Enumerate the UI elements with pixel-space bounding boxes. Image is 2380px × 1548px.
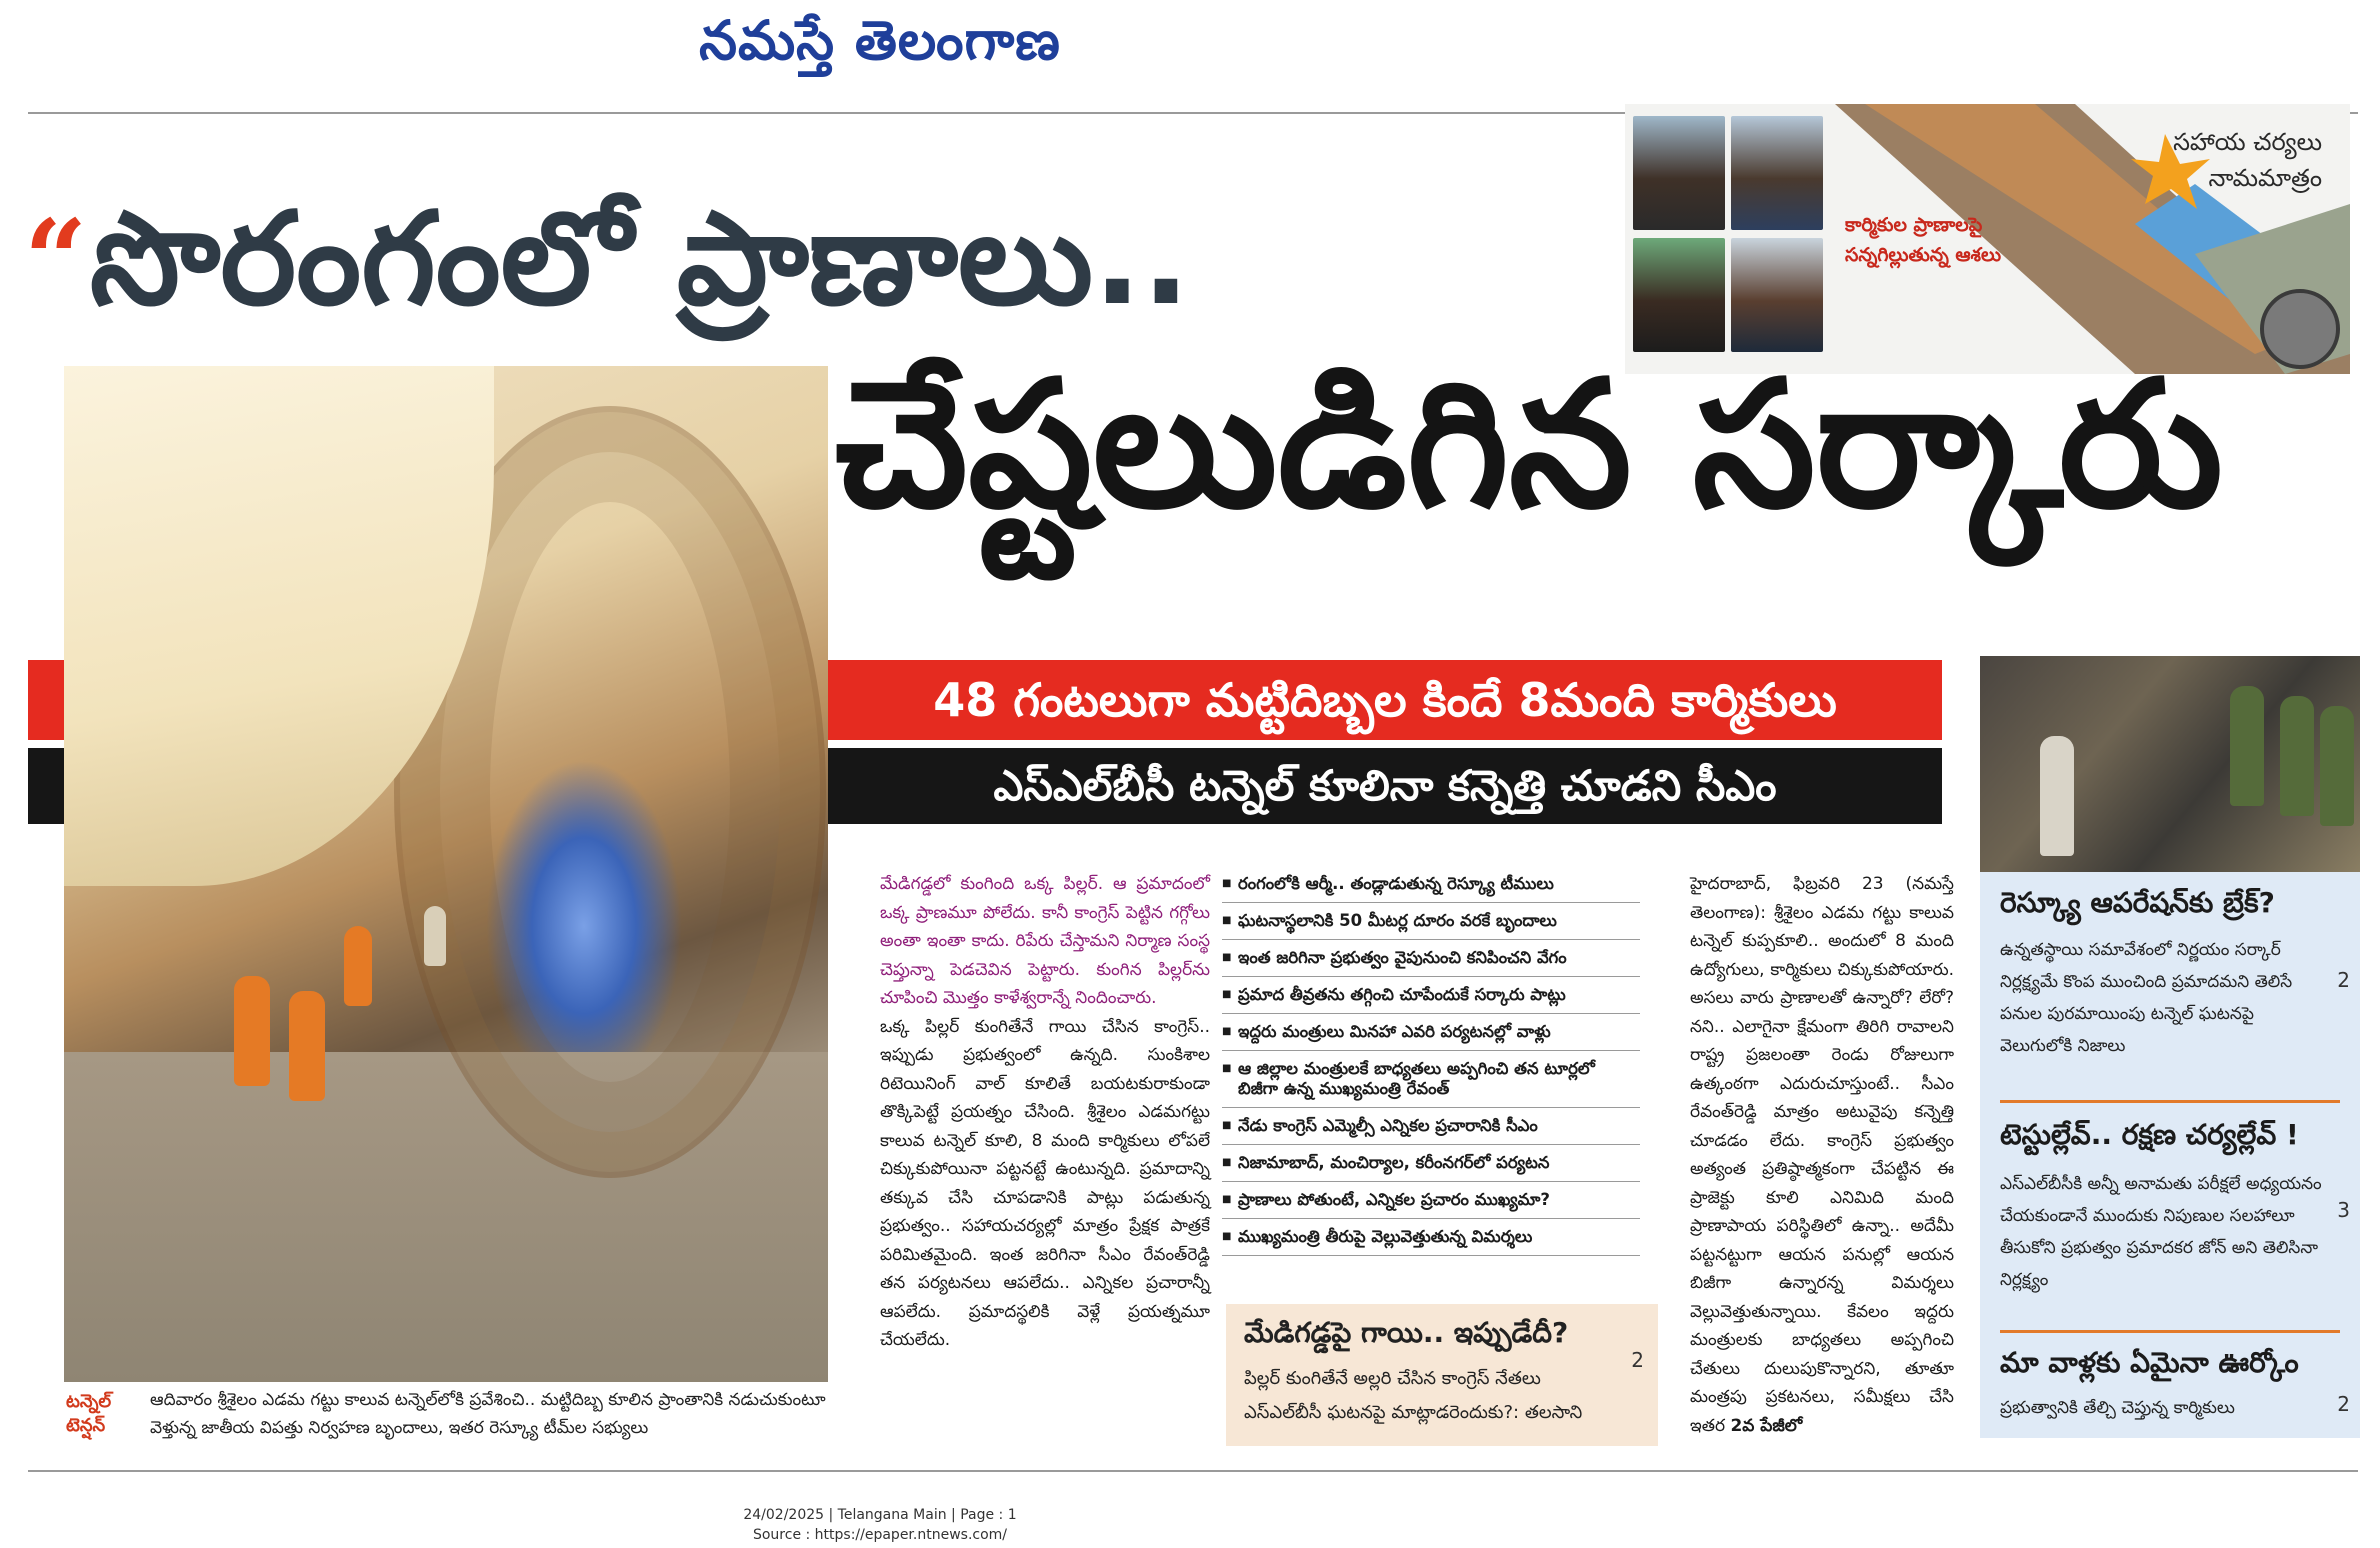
body-paragraph: ఒక్క పిల్లర్ కుంగితేనే గాయి చేసిన కాంగ్రెస్.. ఇప్పుడు ప్రభుత్వంలో ఉన్నది. సుంకిశాల రిటెయినింగ్ వాల్ కూలితే బయటకురాకుండా తొక్కిపెట్టే ప్రయత్నం చేసింది. శ్రీశైలం ఎడమగట్టు కాలువ టన్నెల్ కూలి, 8 మంది కార్మికులు లోపలే చిక్కుకుపోయినా పట్టనట్టే ఉంటున్నది. ప్రమాదాన్ని తక్కువ చేసి చూపడానికి పాట్లు పడుతున్న ప్రభుత్వం.. సహాయచర్యల్లో మాత్రం ప్రేక్షక పాత్రకే పరిమితమైంది. ఇంత జరిగినా సీఎం రేవంత్‌రెడ్డి తన పర్యటనలు ఆపలేదు.. ఎన్నికల ప్రచారాన్నీ ఆపలేదు. ప్రమాదస్థలికి వెళ్లే ప్రయత్నమూ చేయలేదు.	[880, 1016, 1210, 1350]
worker-photo	[1633, 238, 1725, 352]
footer-source-link[interactable]: Source : https://epaper.ntnews.com/	[752, 1527, 1008, 1543]
pull-box-title: మేడిగడ్డపై గాయి.. ఇప్పుడేదీ?	[1244, 1316, 1569, 1349]
footer	[0, 1505, 1760, 1545]
worker-photo	[1633, 116, 1725, 230]
pull-box[interactable]	[1226, 1304, 1658, 1446]
continued-link[interactable]: 2వ పేజీలో	[1730, 1415, 1803, 1436]
side-divider	[2000, 1100, 2340, 1103]
body-paragraph: హైదరాబాద్, ఫిబ్రవరి 23 (నమస్తే తెలంగాణ): శ్రీశైలం ఎడమ గట్టు కాలువ టన్నెల్ కుప్పకూలి.. అందులో 8 మంది ఉద్యోగులు, కార్మికులు చిక్కుకుపోయారు. అసలు వారు ప్రాణాలతో ఉన్నారో? లేరో?నని.. ఎలాగైనా క్షేమంగా తిరిగి రావాలని రాష్ట్ర ప్రజలంతా రెండు రోజులుగా ఉత్కంఠగా ఎదురుచూస్తుంటే.. సీఎం రేవంత్‌రెడ్డి మాత్రం అటువైపు కన్నెత్తి చూడడం లేదు. కాంగ్రెస్ ప్రభుత్వం అత్యంత ప్రతిష్ఠాత్మకంగా చేపట్టిన ఈ ప్రాజెక్టు కూలి ఎనిమిది మంది ప్రాణాపాయ పరిస్థితిలో ఉన్నా.. అదేమీ పట్టనట్టుగా ఆయన పనుల్లో ఆయన బిజీగా ఉన్నారన్న విమర్శలు వెల్లువెత్తుతున్నాయి. కేవలం ఇద్దరు మంత్రులకు బాధ్యతలు అప్పగించి చేతులు దులుపుకొన్నారని, తూతూ మంత్రపు ప్రకటనలు, సమీక్షలు చేసి ఇతర	[1690, 874, 1954, 1436]
army-rescue-photo	[1980, 656, 2360, 872]
bullet-item: ■ ముఖ్యమంత్రి తీరుపై వెల్లువెత్తుతున్న విమర్శలు	[1222, 1219, 1640, 1256]
bullet-item: ■ ప్రాణాలు పోతుంటే, ఎన్నికల ప్రచారం ముఖ్యమా?	[1222, 1182, 1640, 1219]
headline-main: చేష్టలుడిగిన సర్కారు	[835, 342, 2223, 547]
bullet-list	[1222, 866, 1640, 1256]
pull-box-page-ref: 2	[1631, 1348, 1644, 1372]
side-story-title[interactable]: రెస్క్యూ ఆపరేషన్‌కు బ్రేక్?	[2000, 886, 2275, 919]
side-story-text: ప్రభుత్వానికి తేల్చి చెప్తున్న కార్మికులు	[2000, 1398, 2235, 1418]
red-band-headline: 48 గంటలుగా మట్టిదిబ్బల కిందే 8మంది కార్మికులు	[933, 673, 1837, 727]
side-divider	[2000, 1330, 2340, 1333]
footer-date-line: 24/02/2025 | Telangana Main | Page : 1	[743, 1507, 1017, 1523]
bullet-item: ■ ఘటనాస్థలానికి 50 మీటర్ల దూరం వరకే బృందాలు	[1222, 903, 1640, 940]
tunnel-photo	[64, 366, 828, 1382]
side-story-page-ref: 2	[2337, 968, 2350, 992]
bullet-item: ■ ఇద్దరు మంత్రులు మినహా ఎవరి పర్యటనల్లో వాళ్లు	[1222, 1014, 1640, 1051]
bullet-item: ■ ప్రమాద తీవ్రతను తగ్గించి చూపేందుకే సర్కారు పాట్లు	[1222, 977, 1640, 1014]
article-column-3	[1690, 870, 1954, 1440]
bottom-divider	[28, 1470, 2358, 1472]
side-story-page-ref: 2	[2337, 1392, 2350, 1416]
black-band-headline: ఎస్‌ఎల్‌బీసీ టన్నెల్‌ కూలినా కన్నెత్తి చూడని సీఎం	[993, 761, 1777, 810]
inset-graphic	[1625, 104, 2350, 374]
photo-caption-tag: టన్నెల్ టెన్షన్	[66, 1391, 112, 1436]
bullet-item: ■ రంగంలోకి ఆర్మీ.. తండ్లాడుతున్న రెస్క్యూ టీములు	[1222, 866, 1640, 903]
bullet-item: ■ నిజామాబాద్, మంచిర్యాల, కరీంనగర్‌లో పర్యటన	[1222, 1145, 1640, 1182]
inset-red-caption: కార్మికుల ప్రాణాలపై సన్నగిల్లుతున్న ఆశలు	[1845, 214, 2002, 266]
bullet-item: ■ ఆ జిల్లాల మంత్రులకే బాధ్యతలు అప్పగించి తన టూర్లలో బిజీగా ఉన్న ముఖ్యమంత్రి రేవంత్	[1222, 1051, 1640, 1108]
quote-mark-icon: “	[24, 195, 88, 324]
worker-photo	[1731, 116, 1823, 230]
side-panel	[1980, 872, 2360, 1438]
bullet-item: ■ నేడు కాంగ్రెస్ ఎమ్మెల్సీ ఎన్నికల ప్రచారానికి సీఎం	[1222, 1108, 1640, 1145]
headline-kicker: సొరంగంలో ప్రాణాలు..	[90, 185, 1191, 334]
worker-photo	[1731, 238, 1823, 352]
masthead: నమస్తే తెలంగాణ	[699, 8, 1061, 72]
lede-paragraph: మేడిగడ్డలో కుంగింది ఒక్క పిల్లర్. ఆ ప్రమాదంలో ఒక్క ప్రాణమూ పోలేదు. కానీ కాంగ్రెస్ పెట్టిన గగ్గోలు అంతా ఇంతా కాదు. రిపేరు చేస్తామని నిర్మాణ సంస్థ చెప్తున్నా పెడచెవిన పెట్టారు. కుంగిన పిల్లర్‌ను చూపించి మొత్తం కాళేశ్వరాన్నే నిందించారు.	[880, 874, 1210, 1008]
bullet-item: ■ ఇంత జరిగినా ప్రభుత్వం వైపునుంచి కనిపించని వేగం	[1222, 940, 1640, 977]
side-story-title[interactable]: టెస్టుల్లేవ్.. రక్షణ చర్యల్లేవ్ !	[2000, 1118, 2299, 1151]
side-story-title[interactable]: మా వాళ్లకు ఏమైనా ఊర్కోం	[2000, 1346, 2299, 1379]
side-story-text: ఎస్‌ఎల్‌బీసీకి అన్నీ అనామతు పరీక్షలే అధ్యయనం చేయకుండానే ముందుకు నిపుణుల సలహాలూ తీసుకోని ప్రభుత్వం ప్రమాదకర జోన్ అని తెలిసినా నిర్లక్ష్యం	[2000, 1174, 2322, 1290]
inset-caption: సహాయ చర్యలు నామమాత్రం	[2173, 128, 2322, 192]
article-column-1	[880, 870, 1210, 1355]
photo-caption: ఆదివారం శ్రీశైలం ఎడమ గట్టు కాలువ టన్నెల్‌లోకి ప్రవేశించి.. మట్టిదిబ్బ కూలిన ప్రాంతానికి నడుచుకుంటూ వెళ్తున్న జాతీయ విపత్తు నిర్వహణ బృందాలు, ఇతర రెస్క్యూ టీమ్‌ల సభ్యులు	[150, 1390, 826, 1438]
side-story-page-ref: 3	[2337, 1198, 2350, 1222]
pull-box-body: పిల్లర్ కుంగితేనే అల్లరి చేసిన కాంగ్రెస్ నేతలు ఎస్‌ఎల్‌బీసీ ఘటనపై మాట్లాడరెందుకు?: తలసాని	[1244, 1368, 1583, 1423]
side-story-text: ఉన్నతస్థాయి సమావేశంలో నిర్ణయం సర్కార్ నిర్లక్ష్యమే కొంప ముంచింది ప్రమాదమని తెలిసే పనుల పురమాయింపు టన్నెల్ ఘటనపై వెలుగులోకి నిజాలు	[2000, 940, 2293, 1056]
